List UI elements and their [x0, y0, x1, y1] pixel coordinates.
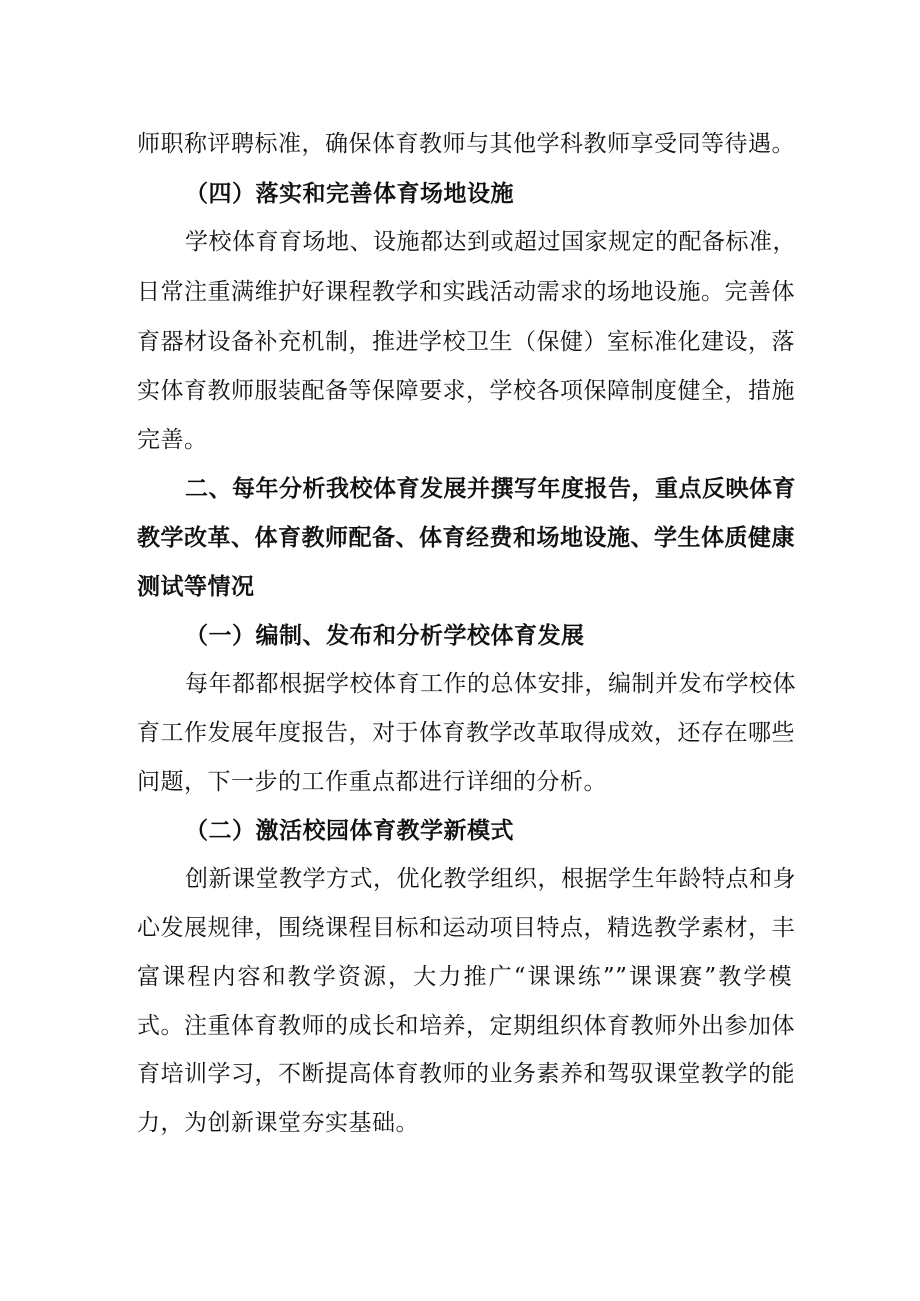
- body-line: 育培训学习，不断提高体育教师的业务素养和驾驭课堂教学的能: [137, 1061, 795, 1087]
- chapter-heading-2: 二、每年分析我校体育发展并撰写年度报告，重点反映体育: [185, 475, 796, 502]
- body-line: 师职称评聘标准，确保体育教师与其他学科教师享受同等待遇。: [137, 131, 795, 157]
- body-line: 心发展规律，围绕课程目标和运动项目特点，精选教学素材，丰: [137, 915, 795, 941]
- section-heading-4: （四）落实和完善体育场地设施: [185, 180, 514, 207]
- body-line: 力，为创新课堂夯实基础。: [137, 1110, 419, 1136]
- section-heading-1: （一）编制、发布和分析学校体育发展: [185, 622, 585, 649]
- body-line: 学校体育育场地、设施都达到或超过国家规定的配备标准，: [185, 229, 796, 255]
- body-line: 实体育教师服装配备等保障要求，学校各项保障制度健全，措施: [137, 378, 795, 404]
- chapter-heading-2-cont: 教学改革、体育教师配备、体育经费和场地设施、学生体质健康: [137, 524, 795, 551]
- section-heading-2: （二）激活校园体育教学新模式: [185, 817, 514, 844]
- body-line: 完善。: [137, 427, 208, 453]
- body-line: 日常注重满维护好课程教学和实践活动需求的场地设施。完善体: [137, 279, 795, 305]
- body-line: 创新课堂教学方式，优化教学组织，根据学生年龄特点和身: [185, 866, 796, 892]
- body-line: 富课程内容和教学资源，大力推广“课课练””课课赛”教学模: [137, 964, 792, 990]
- body-line: 问题，下一步的工作重点都进行详细的分析。: [137, 769, 607, 795]
- body-line: 育工作发展年度报告，对于体育教学改革取得成效，还存在哪些: [137, 720, 795, 746]
- body-line: 育器材设备补充机制，推进学校卫生（保健）室标准化建设，落: [137, 329, 795, 355]
- body-line: 每年都都根据学校体育工作的总体安排，编制并发布学校体: [185, 671, 796, 697]
- body-line: 式。注重体育教师的成长和培养，定期组织体育教师外出参加体: [137, 1013, 795, 1039]
- chapter-heading-2-end: 测试等情况: [137, 573, 255, 600]
